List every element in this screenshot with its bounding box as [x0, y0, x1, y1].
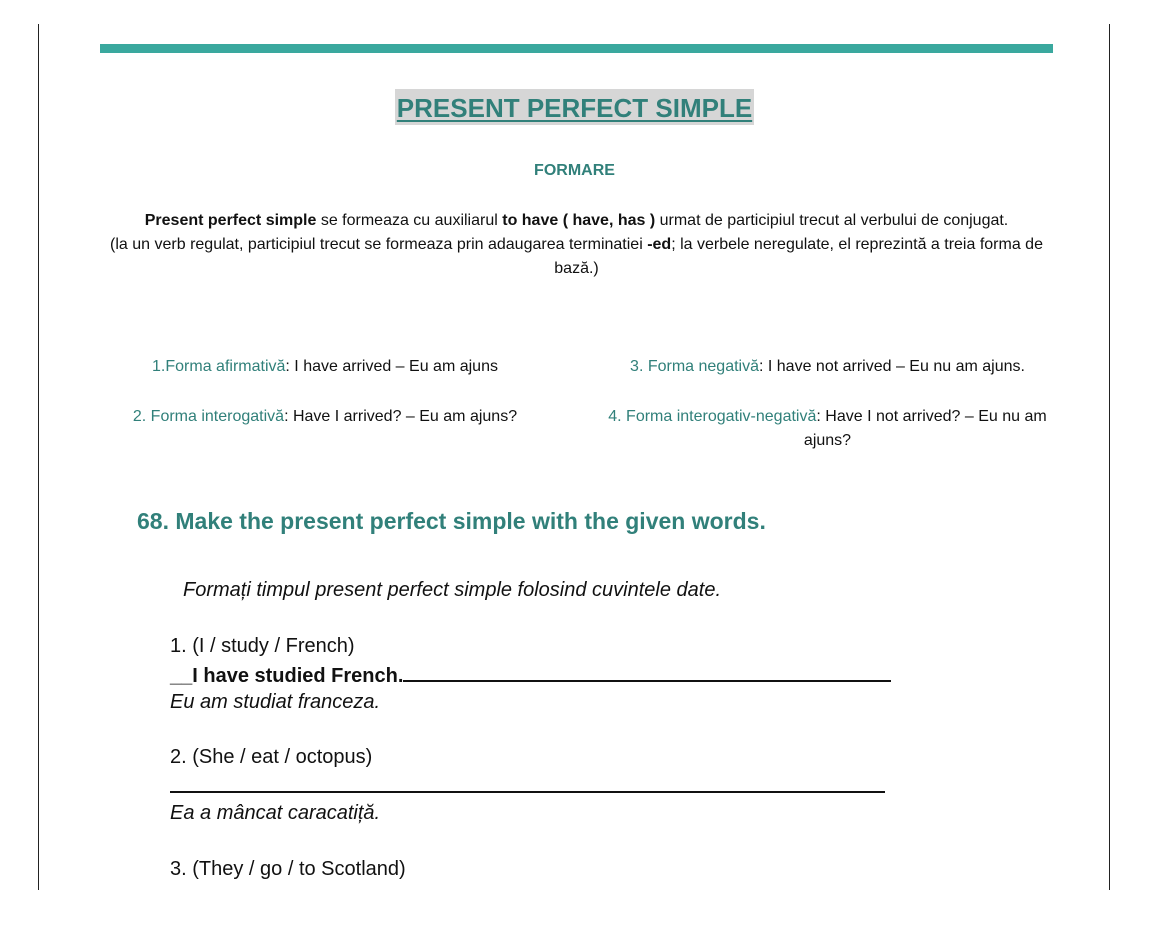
intro-text: (la un verb regulat, participiul trecut se formeaza prin adaugarea terminatiei: [110, 236, 648, 253]
intro-text: ; la verbele neregulate, el reprezintă a treia forma de bază.): [554, 236, 1043, 277]
page-title: PRESENT PERFECT SIMPLE: [395, 89, 754, 125]
form-label: 1.Forma afirmativă: [152, 358, 286, 375]
page-left-border: [38, 24, 39, 890]
title-container: [0, 89, 1149, 125]
exercise-item-translation: Eu am studiat franceza.: [170, 691, 381, 713]
form-interrogative-negative: [600, 405, 1055, 453]
header-accent-bar: [100, 44, 1053, 53]
form-example: : Have I not arrived? – Eu nu am ajuns?: [803, 408, 1047, 449]
intro-bold-suffix: -ed: [647, 236, 672, 253]
form-label: 3. Forma negativă: [630, 358, 759, 375]
intro-text: se formeaza cu auxiliarul: [316, 212, 503, 229]
exercise-instruction: Formați timpul present perfect simple folosind cuvintele date.: [183, 579, 722, 601]
exercise-item-prompt: 1. (I / study / French): [170, 635, 355, 657]
form-negative: [600, 355, 1055, 379]
intro-paragraph: [100, 209, 1053, 281]
exercise-item-answer[interactable]: [170, 771, 885, 801]
form-affirmative: [100, 355, 550, 379]
answer-blank: [403, 660, 891, 682]
intro-bold-term: Present perfect simple: [144, 212, 317, 229]
answer-text: __I have studied French.: [170, 665, 404, 687]
form-example: : I have not arrived – Eu nu am ajuns.: [759, 358, 1025, 375]
answer-blank: [170, 771, 885, 793]
form-example: : Have I arrived? – Eu am ajuns?: [284, 408, 518, 425]
exercise-title: 68. Make the present perfect simple with the given words.: [137, 508, 766, 534]
exercise-item-answer[interactable]: [170, 660, 891, 690]
exercise-item-prompt: 3. (They / go / to Scotland): [170, 858, 406, 880]
form-label: 2. Forma interogativă: [132, 408, 285, 425]
form-label: 4. Forma interogativ-negativă: [608, 408, 817, 425]
section-heading-formare: FORMARE: [534, 162, 615, 179]
page-right-border: [1109, 24, 1110, 890]
intro-text: urmat de participiul trecut al verbului de conjugat.: [655, 212, 1009, 229]
exercise-item-translation: Ea a mâncat caracatiță.: [170, 802, 381, 824]
exercise-item-prompt: 2. (She / eat / octopus): [170, 746, 373, 768]
form-interrogative: [100, 405, 550, 429]
intro-bold-auxiliary: to have ( have, has ): [502, 212, 656, 229]
form-example: : I have arrived – Eu am ajuns: [285, 358, 498, 375]
